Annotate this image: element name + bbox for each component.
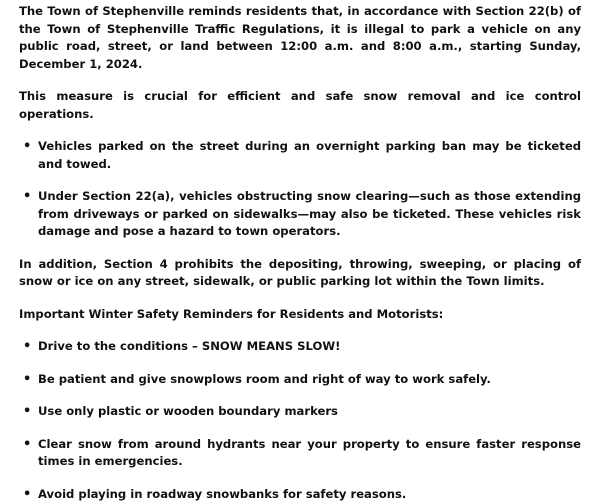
- reminder-item: [19, 436, 581, 471]
- bullet-icon: •: [19, 371, 38, 389]
- reminder-item-text: Clear snow from around hydrants near your property to ensure faster response times in emergencies.: [38, 436, 581, 471]
- reminder-item: [19, 338, 581, 356]
- reminder-item: [19, 371, 581, 389]
- bullet-icon: •: [19, 138, 38, 156]
- notice-document: [19, 3, 581, 503]
- intro-paragraph: The Town of Stephenville reminds residents that, in accordance with Section 22(b) of the Town of Stephenville Traffic Regulations, it is illegal to park a vehicle on any public road, street, or land between 12:00 a.m. and 8:00 a.m., starting Sunday, December 1, 2024.: [19, 3, 581, 73]
- bullet-icon: •: [19, 486, 38, 503]
- rule-item-text: Vehicles parked on the street during an overnight parking ban may be ticketed and towed.: [38, 138, 581, 173]
- bullet-icon: •: [19, 188, 38, 206]
- rule-item: [19, 188, 581, 241]
- reminder-item-text: Avoid playing in roadway snowbanks for safety reasons.: [38, 486, 581, 503]
- reminder-item: [19, 486, 581, 503]
- reminder-item-text: Be patient and give snowplows room and right of way to work safely.: [38, 371, 581, 389]
- reminder-item-text: Drive to the conditions – SNOW MEANS SLOW!: [38, 338, 581, 356]
- rule-item-text: Under Section 22(a), vehicles obstructing snow clearing—such as those extending from driveways or parked on sidewalks—may also be ticketed. These vehicles risk damage and pose a hazard to town operators.: [38, 188, 581, 241]
- bullet-icon: •: [19, 436, 38, 454]
- rule-item: [19, 138, 581, 173]
- section4-paragraph: In addition, Section 4 prohibits the depositing, throwing, sweeping, or placing of snow or ice on any street, sidewalk, or public parking lot within the Town limits.: [19, 256, 581, 291]
- reminders-heading: Important Winter Safety Reminders for Residents and Motorists:: [19, 306, 581, 324]
- reminder-item: [19, 403, 581, 421]
- bullet-icon: •: [19, 403, 38, 421]
- bullet-icon: •: [19, 338, 38, 356]
- purpose-paragraph: This measure is crucial for efficient and safe snow removal and ice control operations.: [19, 88, 581, 123]
- reminder-item-text: Use only plastic or wooden boundary markers: [38, 403, 581, 421]
